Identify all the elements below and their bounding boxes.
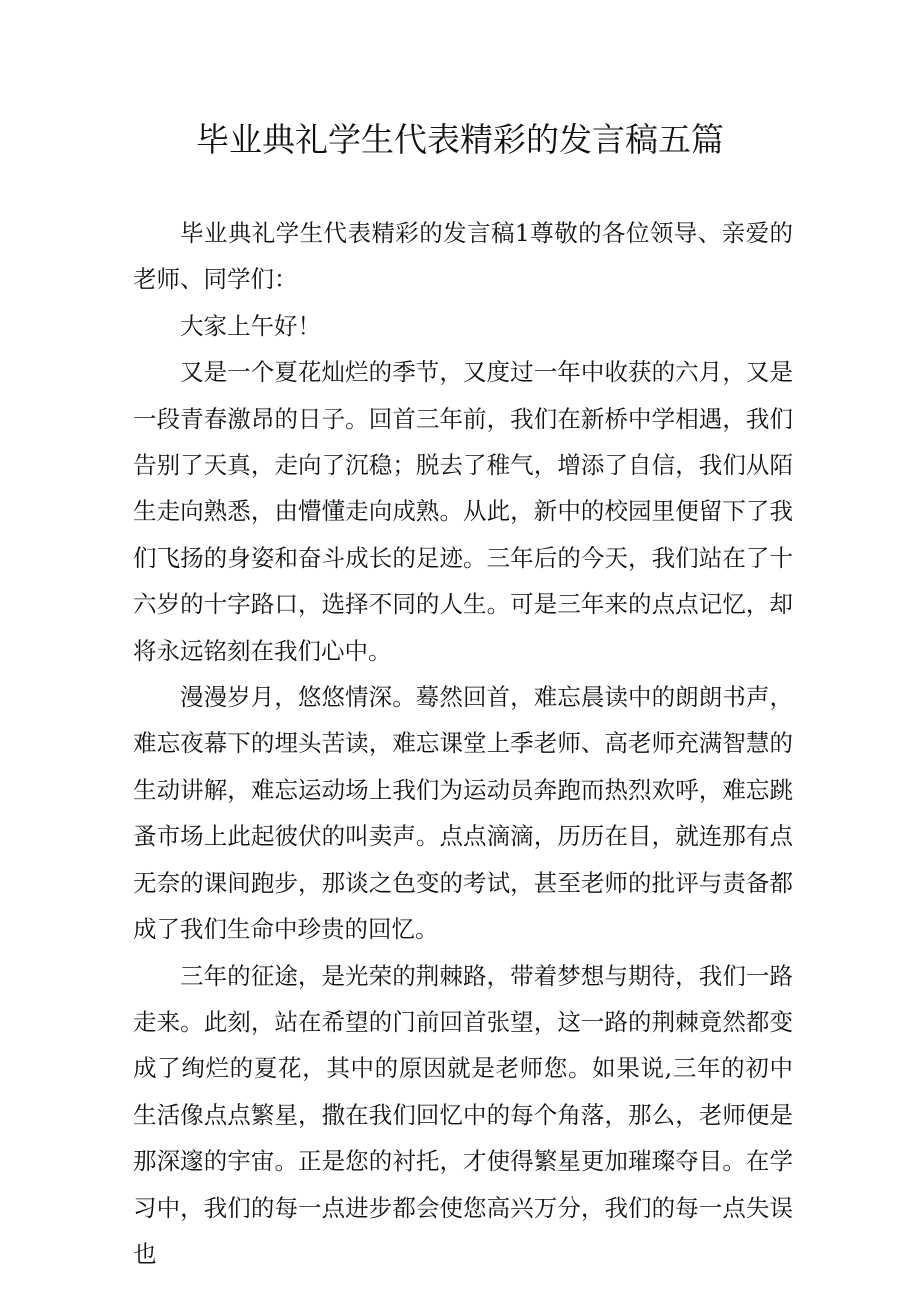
paragraph: 漫漫岁月，悠悠情深。蓦然回首，难忘晨读中的朗朗书声，难忘夜幕下的埋头苦读，难忘课堂上季老师、高老师充满智慧的生动讲解，难忘运动场上我们为运动员奔跑而热烈欢呼，难忘跳蚤市场上此起彼伏的叫卖声。点点滴滴，历历在目，就连那有点无奈的课间跑步，那谈之色变的考试，甚至老师的批评与责备都成了我们生命中珍贵的回忆。 xyxy=(133,683,793,944)
paragraph: 三年的征途，是光荣的荆棘路，带着梦想与期待，我们一路走来。此刻，站在希望的门前回首张望，这一路的荆棘竟然都变成了绚烂的夏花，其中的原因就是老师您。如果说,三年的初中生活像点点繁星，撒在我们回忆中的每个角落，那么，老师便是那深邃的宇宙。正是您的衬托，才使得繁星更加璀璨夺目。在学习中，我们的每一点进步都会使您高兴万分，我们的每一点失误也 xyxy=(133,961,793,1268)
document-title: 毕业典礼学生代表精彩的发言稿五篇 xyxy=(196,120,724,159)
paragraph: 又是一个夏花灿烂的季节，又度过一年中收获的六月，又是一段青春激昂的日子。回首三年前，我们在新桥中学相遇，我们告别了天真，走向了沉稳；脱去了稚气，增添了自信，我们从陌生走向熟悉，由懵懂走向成熟。从此，新中的校园里便留下了我们飞扬的身姿和奋斗成长的足迹。三年后的今天，我们站在了十六岁的十字路口，选择不同的人生。可是三年来的点点记忆，却将永远铭刻在我们心中。 xyxy=(133,358,793,665)
paragraph: 大家上午好！ xyxy=(180,311,321,340)
document-body xyxy=(133,210,793,1277)
paragraph: 毕业典礼学生代表精彩的发言稿1尊敬的各位领导、亲爱的老师、同学们： xyxy=(133,219,793,294)
